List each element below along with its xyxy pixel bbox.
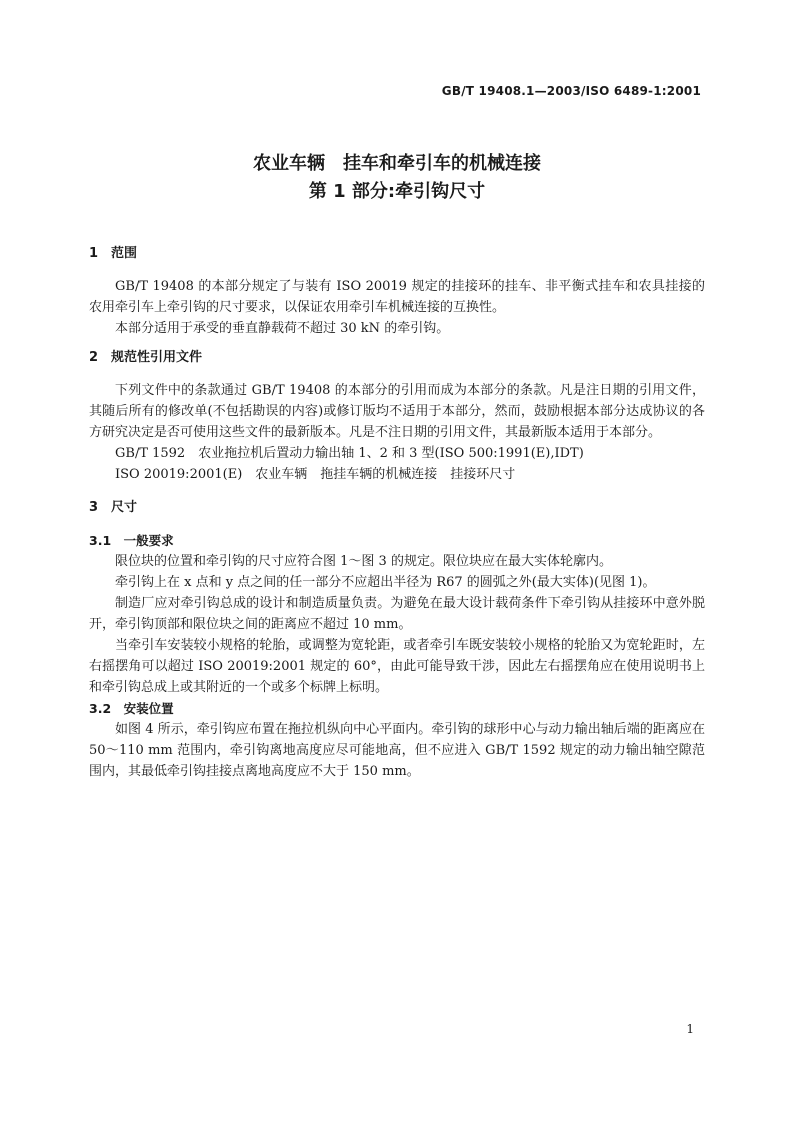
- standard-code: GB/T 19408.1—2003/ISO 6489-1:2001: [441, 84, 701, 98]
- page-number: 1: [686, 1022, 694, 1036]
- document-title: [0, 150, 794, 206]
- section-1-paragraph-2: 本部分适用于承受的垂直静载荷不超过 30 kN 的牵引钩。: [115, 321, 450, 336]
- section-2-paragraph-1: 下列文件中的条款通过 GB/T 19408 的本部分的引用而成为本部分的条款。凡是注日期的引用文件，其随后所有的修改单(不包括勘误的内容)或修订版均不适用于本部分，然而，鼓励根据本部分达成协议的各方研究决定是否可使用这些文件的最新版本。凡是不注日期的引用文件，其最新版本适用于本部分。: [89, 383, 705, 440]
- title-line-1: 农业车辆 挂车和牵引车的机械连接: [253, 153, 541, 174]
- section-3-heading: 3 尺寸: [89, 500, 138, 515]
- section-1-paragraph-1: GB/T 19408 的本部分规定了与装有 ISO 20019 规定的挂接环的挂车、非平衡式挂车和农具挂接的农用牵引车上牵引钩的尺寸要求，以保证农用牵引车机械连接的互换性。: [89, 279, 705, 315]
- reference-iso-20019: ISO 20019:2001(E) 农业车辆 拖挂车辆的机械连接 挂接环尺寸: [115, 467, 516, 482]
- title-line-2: 第 1 部分:牵引钩尺寸: [308, 181, 486, 202]
- section-3-1-paragraph-3: 制造厂应对牵引钩总成的设计和制造质量负责。为避免在最大设计载荷条件下牵引钩从挂接环中意外脱开，牵引钩顶部和限位块之间的距离应不超过 10 mm。: [89, 596, 705, 632]
- document-body: [89, 243, 705, 782]
- section-3-1-paragraph-2: 牵引钩上在 x 点和 y 点之间的任一部分不应超出半径为 R67 的圆弧之外(最大实体)(见图 1)。: [115, 575, 656, 590]
- section-2-heading: 2 规范性引用文件: [89, 350, 203, 365]
- section-3-1-paragraph-4: 当牵引车安装较小规格的轮胎，或调整为宽轮距，或者牵引车既安装较小规格的轮胎又为宽轮距时，左右摇摆角可以超过 ISO 20019:2001 规定的 60°，由此可能导致干涉，因此左右摇摆角应在使用说明书上和牵引钩总成上或其附近的一个或多个标牌上标明。: [89, 638, 705, 695]
- section-3-2-paragraph-1: 如图 4 所示，牵引钩应布置在拖拉机纵向中心平面内。牵引钩的球形中心与动力输出轴后端的距离应在 50～110 mm 范围内，牵引钩离地高度应尽可能地高，但不应进入 GB/T 1592 规定的动力输出轴空隙范围内，其最低牵引钩挂接点离地高度应不大于 150 mm。: [89, 722, 705, 779]
- section-1-heading: 1 范围: [89, 246, 138, 261]
- section-3-1-heading: 3.1 一般要求: [89, 533, 174, 548]
- reference-gbt-1592: GB/T 1592 农业拖拉机后置动力输出轴 1、2 和 3 型(ISO 500:1991(E),IDT): [115, 446, 584, 461]
- section-3-1-paragraph-1: 限位块的位置和牵引钩的尺寸应符合图 1～图 3 的规定。限位块应在最大实体轮廓内。: [115, 554, 612, 569]
- section-3-2-heading: 3.2 安装位置: [89, 701, 174, 716]
